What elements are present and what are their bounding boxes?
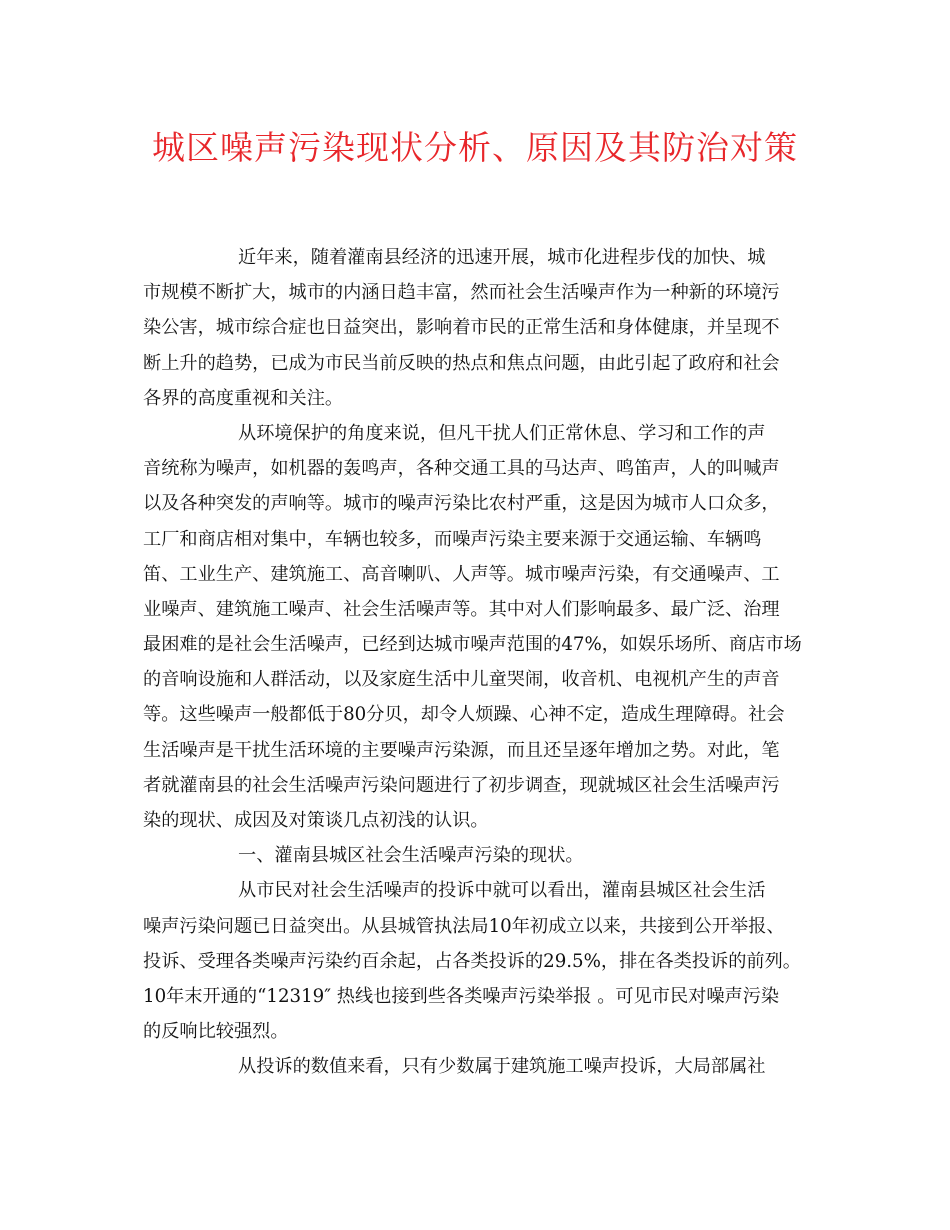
text-line: 从环境保护的角度来说，但凡干扰人们正常休息、学习和工作的声 <box>238 422 766 444</box>
text-line: 业噪声、建筑施工噪声、社会生活噪声等。其中对人们影响最多、最广泛、治理 <box>143 598 780 620</box>
section-heading <box>143 838 808 873</box>
text-line: 市规模不断扩大，城市的内涵日趋丰富，然而社会生活噪声作为一种新的环境污 <box>143 282 780 304</box>
text-line: 噪声污染问题已日益突出。从县城管执法局10年初成立以来，共接到公开举报、 <box>143 915 785 937</box>
text-line: 生活噪声是干扰生活环境的主要噪声污染源，而且还呈逐年增加之势。对此，笔 <box>143 739 780 761</box>
text-line: 从投诉的数值来看，只有少数属于建筑施工噪声投诉，大局部属社 <box>238 1056 766 1078</box>
text-line: 各界的高度重视和关注。 <box>143 387 344 409</box>
text-line: 工厂和商店相对集中，车辆也较多，而噪声污染主要来源于交通运输、车辆鸣 <box>143 528 762 550</box>
paragraph-intro <box>143 240 808 416</box>
paragraph-complaint-values <box>143 1049 808 1084</box>
text-line: 的音响设施和人群活动，以及家庭生活中儿童哭闹，收音机、电视机产生的声音 <box>143 669 780 691</box>
text-line: 音统称为噪声，如机器的轰鸣声，各种交通工具的马达声、鸣笛声，人的叫喊声 <box>143 458 780 480</box>
text-line: 近年来，随着灌南县经济的迅速开展，城市化进程步伐的加快、城 <box>238 247 766 268</box>
paragraph-complaints <box>143 873 808 1049</box>
text-line: 等。这些噪声一般都低于80分贝，却令人烦躁、心神不定，造成生理障碍。社会 <box>143 704 785 726</box>
text-line: 染的现状、成因及对策谈几点初浅的认识。 <box>143 810 489 831</box>
heading-line: 一、灌南县城区社会生活噪声污染的现状。 <box>238 845 584 867</box>
text-line: 笛、工业生产、建筑施工、高音喇叭、人声等。城市噪声污染，有交通噪声、工 <box>143 563 780 585</box>
text-line: 染公害，城市综合症也日益突出，影响着市民的正常生活和身体健康，并呈现不 <box>143 317 780 339</box>
text-line: 10年末开通的“12319″ 热线也接到些各类噪声污染举报 。可见市民对噪声污染 <box>143 985 780 1007</box>
paragraph-definition <box>143 416 808 838</box>
text-line: 从市民对社会生活噪声的投诉中就可以看出，灌南县城区社会生活 <box>238 880 766 902</box>
document-title: 城区噪声污染现状分析、原因及其防治对策 <box>152 128 798 167</box>
text-line: 以及各种突发的声响等。城市的噪声污染比农村严重，这是因为城市人口众多， <box>143 493 780 515</box>
text-line: 断上升的趋势，已成为市民当前反映的热点和焦点问题，由此引起了政府和社会 <box>143 352 780 374</box>
text-line: 最困难的是社会生活噪声，已经到达城市噪声范围的47%，如娱乐场所、商店市场 <box>143 634 802 656</box>
text-line: 者就灌南县的社会生活噪声污染问题进行了初步调查，现就城区社会生活噪声污 <box>143 774 780 796</box>
text-line: 投诉、受理各类噪声污染约百余起，占各类投诉的29.5%，排在各类投诉的前列。 <box>143 950 801 972</box>
text-line: 的反响比较强烈。 <box>143 1021 289 1043</box>
document-body <box>143 240 808 1085</box>
